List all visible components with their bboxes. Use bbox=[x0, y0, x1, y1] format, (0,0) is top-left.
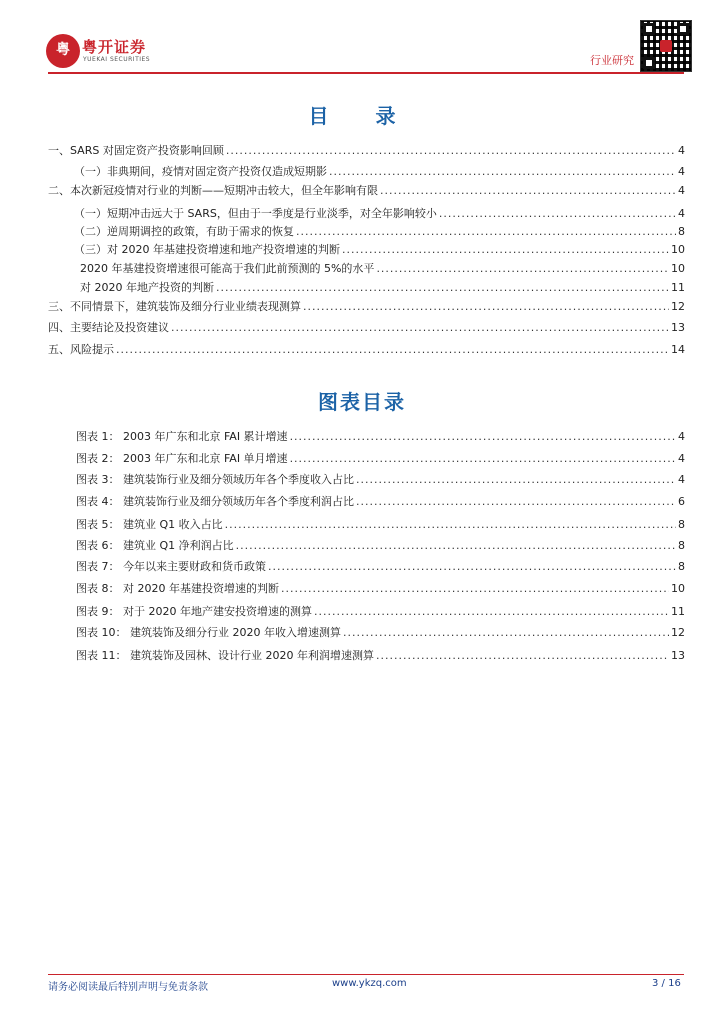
toc-item[interactable] bbox=[74, 205, 685, 219]
toc-item-page: 13 bbox=[671, 321, 685, 334]
figure-item-page: 4 bbox=[678, 430, 685, 443]
toc-item-page: 12 bbox=[671, 300, 685, 313]
page-header bbox=[0, 0, 724, 80]
figure-item[interactable] bbox=[76, 450, 685, 464]
toc-item-text: 对 2020 年地产投资的判断 bbox=[80, 281, 214, 294]
figure-item-text: 图表 7： 今年以来主要财政和货币政策 bbox=[76, 560, 266, 573]
figure-item[interactable] bbox=[76, 624, 685, 638]
figure-item-text: 图表 1： 2003 年广东和北京 FAI 累计增速 bbox=[76, 430, 288, 443]
figure-item-text: 图表 3： 建筑装饰行业及细分领域历年各个季度收入占比 bbox=[76, 473, 354, 486]
figure-item-text: 图表 4： 建筑装饰行业及细分领域历年各个季度利润占比 bbox=[76, 495, 354, 508]
toc-item-page: 4 bbox=[678, 165, 685, 178]
toc-item[interactable] bbox=[74, 241, 685, 255]
toc-item-text: （一）短期冲击远大于 SARS，但由于一季度是行业淡季，对全年影响较小 bbox=[74, 207, 437, 220]
figure-item[interactable] bbox=[76, 471, 685, 485]
figure-item-page: 13 bbox=[671, 649, 685, 662]
figure-item-text: 图表 10： 建筑装饰及细分行业 2020 年收入增速测算 bbox=[76, 626, 341, 639]
toc-item-page: 8 bbox=[678, 225, 685, 238]
toc-item[interactable] bbox=[48, 142, 685, 156]
toc-item-page: 10 bbox=[671, 243, 685, 256]
toc-item-page: 4 bbox=[678, 144, 685, 157]
figure-item-page: 11 bbox=[671, 605, 685, 618]
toc-item[interactable] bbox=[74, 163, 685, 177]
toc-item-text: 2020 年基建投资增速很可能高于我们此前预测的 5%的水平 bbox=[80, 262, 375, 275]
toc-item[interactable] bbox=[48, 182, 685, 196]
header-divider bbox=[48, 72, 684, 74]
toc-item[interactable] bbox=[48, 341, 685, 355]
figure-item-text: 图表 6： 建筑业 Q1 净利润占比 bbox=[76, 539, 234, 552]
qr-code-icon bbox=[640, 20, 692, 72]
toc-item-text: 三、不同情景下，建筑装饰及细分行业业绩表现测算 bbox=[48, 300, 301, 313]
figure-item-page: 12 bbox=[671, 626, 685, 639]
toc-item-page: 4 bbox=[678, 207, 685, 220]
toc-item-page: 10 bbox=[671, 262, 685, 275]
figure-item[interactable] bbox=[76, 580, 685, 594]
toc-item-text: 二、本次新冠疫情对行业的判断——短期冲击较大，但全年影响有限 bbox=[48, 184, 378, 197]
figure-item[interactable] bbox=[76, 493, 685, 507]
footer-divider bbox=[48, 974, 684, 975]
figure-item-page: 8 bbox=[678, 539, 685, 552]
toc-item-page: 14 bbox=[671, 343, 685, 356]
figure-item-page: 4 bbox=[678, 473, 685, 486]
section-label: 行业研究 bbox=[590, 54, 634, 67]
toc-item[interactable] bbox=[48, 319, 685, 333]
figures-title: 图表目录 bbox=[318, 390, 406, 414]
figure-item-text: 图表 9： 对于 2020 年地产建安投资增速的测算 bbox=[76, 605, 312, 618]
company-name-cn: 粤开证券 bbox=[82, 38, 147, 56]
logo-mark-icon: 粤 bbox=[46, 34, 80, 68]
figure-item[interactable] bbox=[76, 428, 685, 442]
toc-item[interactable] bbox=[80, 260, 685, 274]
figure-item-text: 图表 2： 2003 年广东和北京 FAI 单月增速 bbox=[76, 452, 288, 465]
company-logo bbox=[46, 34, 156, 74]
figure-item-page: 6 bbox=[678, 495, 685, 508]
figure-item-text: 图表 5： 建筑业 Q1 收入占比 bbox=[76, 518, 223, 531]
company-name-en: YUEKAI SECURITIES bbox=[83, 56, 151, 63]
figure-item[interactable] bbox=[76, 603, 685, 617]
footer-disclaimer[interactable]: 请务必阅读最后特别声明与免责条款 bbox=[48, 982, 208, 993]
toc-title: 目 录 bbox=[308, 104, 416, 128]
figure-item[interactable] bbox=[76, 558, 685, 572]
figure-item-page: 10 bbox=[671, 582, 685, 595]
toc-item-text: 五、风险提示 bbox=[48, 343, 114, 356]
toc-item-text: 一、SARS 对固定资产投资影响回顾 bbox=[48, 144, 224, 157]
toc-item[interactable] bbox=[74, 223, 685, 237]
toc-item-text: （二）逆周期调控的政策，有助于需求的恢复 bbox=[74, 225, 294, 238]
figure-item-page: 8 bbox=[678, 518, 685, 531]
figure-item-page: 4 bbox=[678, 452, 685, 465]
toc-item-page: 4 bbox=[678, 184, 685, 197]
toc-item[interactable] bbox=[80, 279, 685, 293]
footer-page-number: 3 / 16 bbox=[652, 978, 681, 989]
figure-item-page: 8 bbox=[678, 560, 685, 573]
toc-item-text: （三）对 2020 年基建投资增速和地产投资增速的判断 bbox=[74, 243, 340, 256]
figure-item-text: 图表 11： 建筑装饰及园林、设计行业 2020 年利润增速测算 bbox=[76, 649, 374, 662]
toc-item-text: （一）非典期间，疫情对固定资产投资仅造成短期影 bbox=[74, 165, 327, 178]
figure-item[interactable] bbox=[76, 537, 685, 551]
toc-item-page: 11 bbox=[671, 281, 685, 294]
toc-item[interactable] bbox=[48, 298, 685, 312]
figure-item[interactable] bbox=[76, 516, 685, 530]
figure-item[interactable] bbox=[76, 647, 685, 661]
figure-item-text: 图表 8： 对 2020 年基建投资增速的判断 bbox=[76, 582, 279, 595]
footer-website[interactable]: www.ykzq.com bbox=[332, 978, 407, 989]
toc-item-text: 四、主要结论及投资建议 bbox=[48, 321, 169, 334]
